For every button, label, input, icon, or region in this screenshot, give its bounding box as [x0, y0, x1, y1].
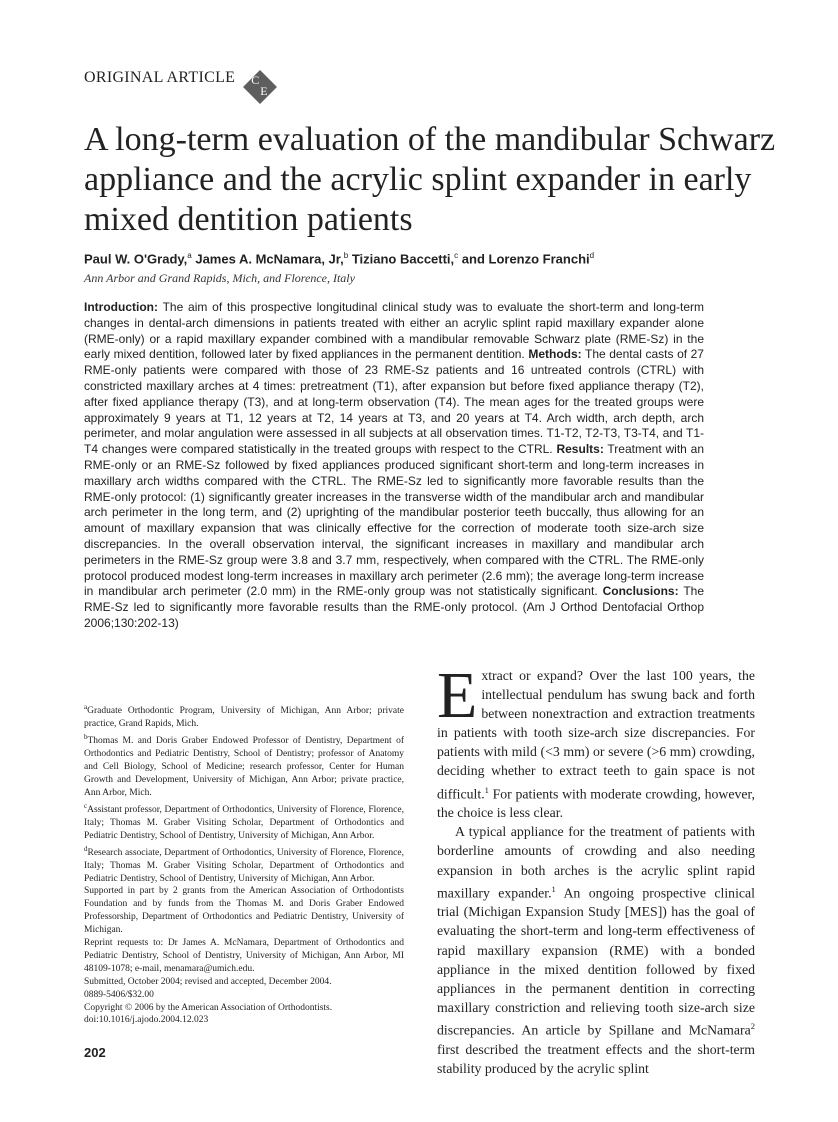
- body-text: A typical appliance for the treatment of patients with borderline amounts of crowding and also needing expansion in both arches is the acrylic splint rapid maxillary expander.: [437, 824, 755, 901]
- reprint-request-note: Reprint requests to: Dr James A. McNamara, Department of Orthodontics and Pediatric Dentistry, School of Dentistry, University of Michigan, Ann Arbor, MI 48109-1078; e-mail, menamara@umich.edu.: [84, 938, 404, 974]
- ce-badge: [241, 68, 279, 106]
- footnote: [84, 701, 404, 731]
- author-name: James A. McNamara, Jr,: [195, 251, 344, 267]
- author-affil-mark: a: [187, 251, 192, 260]
- author-name: and Lorenzo Franchi: [461, 251, 590, 267]
- author-affil-mark: b: [343, 251, 349, 260]
- doi: doi:10.1016/j.ajodo.2004.12.023: [84, 1015, 209, 1026]
- article-title: A long-term evaluation of the mandibular Schwarz appliance and the acrylic splint expander in early mixed dentition patients: [84, 121, 776, 238]
- body-paragraph: [437, 659, 755, 822]
- abstract-results-label: Results:: [556, 442, 604, 457]
- footnote: [84, 843, 404, 886]
- footnote-mark: c: [84, 801, 88, 810]
- author-name: Tiziano Baccetti,: [351, 251, 455, 267]
- footnote-text: Thomas M. and Doris Graber Endowed Professor of Dentistry, Department of Orthodontics and Pediatric Dentistry, School of Dentistry; professor of Anatomy and Cell Biology, School of Medicine; research professor, Center for Human Growth and Development, University of Michigan, Ann Arbor; private practice, Ann Arbor, Mich.: [84, 736, 404, 798]
- abstract-intro-label: Introduction:: [84, 300, 158, 314]
- author-affil-mark: c: [454, 251, 459, 260]
- ce-badge-e: E: [260, 84, 268, 98]
- body-text: For patients with moderate crowding, however, the choice is less clear.: [437, 786, 755, 821]
- issn-price: 0889-5406/$32.00: [84, 989, 154, 1000]
- footnote: [84, 731, 404, 800]
- reference-mark: 2: [750, 1020, 755, 1031]
- footnote-text: Research associate, Department of Orthodontics, University of Florence, Florence, Italy; Thomas M. Graber Visiting Scholar, Department of Orthodontics and Pediatric Dentistry, School of Dentistry, University of Michigan, Ann Arbor.: [84, 847, 404, 884]
- footnotes: [84, 701, 404, 1027]
- body-text: An ongoing prospective clinical trial (Michigan Expansion Study [MES]) has the goal of evaluating the short-term and long-term effectiveness of rapid maxillary expansion (RME) with a bonded appliance in the mixed dentition followed by fixed appliances in the permanent dentition in correcting maxillary constriction and relieving tooth size-arch size discrepancies. An article by Spillane and McNamara: [437, 885, 755, 1038]
- section-label: ORIGINAL ARTICLE: [84, 69, 236, 86]
- funding-note: Supported in part by 2 grants from the American Association of Orthodontists Foundation and by funds from the Thomas M. and Doris Graber Endowed Professorship, Department of Orthodontics and Pediatric Dentistry, University of Michigan.: [84, 886, 404, 936]
- page-number: 202: [84, 1045, 106, 1060]
- affiliation-places: Ann Arbor and Grand Rapids, Mich, and Florence, Italy: [84, 271, 355, 285]
- body-text-column: [437, 659, 755, 1078]
- body-text: xtract or expand? Over the last 100 years, the intellectual pendulum has swung back and forth between nonextraction and extraction treatments in patients with tooth size-arch size discrepancies. For patients with mild (<3 mm) or severe (>6 mm) crowding, deciding whether to extract teeth to gain space is not difficult.: [437, 668, 755, 802]
- abstract-methods-label: Methods:: [528, 347, 582, 362]
- abstract-conclusions-text: The RME-Sz led to significantly more favorable results than the RME-only protocol. (Am J Orthod Dentofacial Orthop 2006;130:202-13): [84, 584, 705, 630]
- author-list: [84, 251, 784, 266]
- abstract-conclusions-label: Conclusions:: [602, 584, 679, 599]
- footnote: [84, 800, 404, 843]
- reference-mark: 1: [551, 883, 556, 894]
- footnote-text: Graduate Orthodontic Program, University of Michigan, Ann Arbor; private practice, Grand Rapids, Mich.: [84, 706, 404, 730]
- author-name: Paul W. O'Grady,: [84, 251, 188, 267]
- submission-dates: Submitted, October 2004; revised and accepted, December 2004.: [84, 976, 332, 987]
- footnote-mark: a: [84, 703, 88, 711]
- body-text: first described the treatment effects and the short-term stability produced by the acrylic splint: [437, 1041, 755, 1076]
- abstract: [84, 300, 704, 632]
- drop-cap: E: [437, 659, 478, 732]
- footnote-mark: b: [84, 732, 88, 741]
- abstract-results-text: Treatment with an RME-only or an RME-Sz followed by fixed appliances produced significant short-term and long-term increases in maxillary arch widths compared with the CTRL. The RME-Sz led to significantly more favorable results than the RME-only protocol: (1) significantly greater increases in the transverse width of the mandibular arch and mandibular arch perimeter in the long term, and (2) uprighting of the mandibular posterior teeth buccally, thus allowing for an amount of maxillary expansion that was clinically effective for the correction of moderate tooth size-arch size discrepancies. In the overall observation interval, the significant increases in maxillary and mandibular arch perimeters in the RME-Sz group were 3.8 and 3.7 mm, respectively, when compared with the CTRL. The RME-only protocol produced modest long-term increases in maxillary arch perimeter (2.6 mm); the average long-term increase in mandibular arch perimeter (2.0 mm) in the RME-only group was not statistically significant.: [84, 442, 705, 599]
- footnote-text: Assistant professor, Department of Orthodontics, University of Florence, Florence, Italy; Thomas M. Graber Visiting Scholar, Department of Orthodontics and Pediatric Dentistry, School of Dentistry, University of Michigan, Ann Arbor.: [84, 804, 404, 841]
- reference-mark: 1: [484, 784, 489, 795]
- article-header: [84, 58, 279, 98]
- author-affil-mark: d: [589, 251, 595, 260]
- footnote-mark: d: [84, 844, 88, 853]
- abstract-methods-text: The dental casts of 27 RME-only patients were compared with those of 23 RME-Sz patients and 16 untreated controls (CTRL) with constricted maxillary arches at 4 times: pretreatment (T1), after expansion but before fixed appliance therapy (T2), after fixed appliance therapy (T3), and at long-term observation (T4). The mean ages for the treated groups were approximately 9 years at T1, 12 years at T2, 14 years at T3, and 20 years at T4. Arch width, arch depth, arch perimeter, and molar angulation were assessed in all subjects at all observation times. T1-T2, T2-T3, T3-T4, and T1-T4 changes were compared statistically in the treated groups with respect to the CTRL.: [84, 347, 704, 457]
- copyright-note: Copyright © 2006 by the American Association of Orthodontists.: [84, 1002, 333, 1013]
- ce-badge-c: C: [251, 73, 260, 87]
- abstract-intro-text: The aim of this prospective longitudinal clinical study was to evaluate the short-term and long-term changes in dental-arch dimensions in patients treated with either an acrylic splint rapid maxillary expander alone (RME-only) or a rapid maxillary expander combined with a mandibular removable Schwarz plate (RME-Sz) in the early mixed dentition, followed later by fixed appliances in the permanent dentition.: [84, 300, 704, 362]
- body-paragraph: [437, 822, 755, 1077]
